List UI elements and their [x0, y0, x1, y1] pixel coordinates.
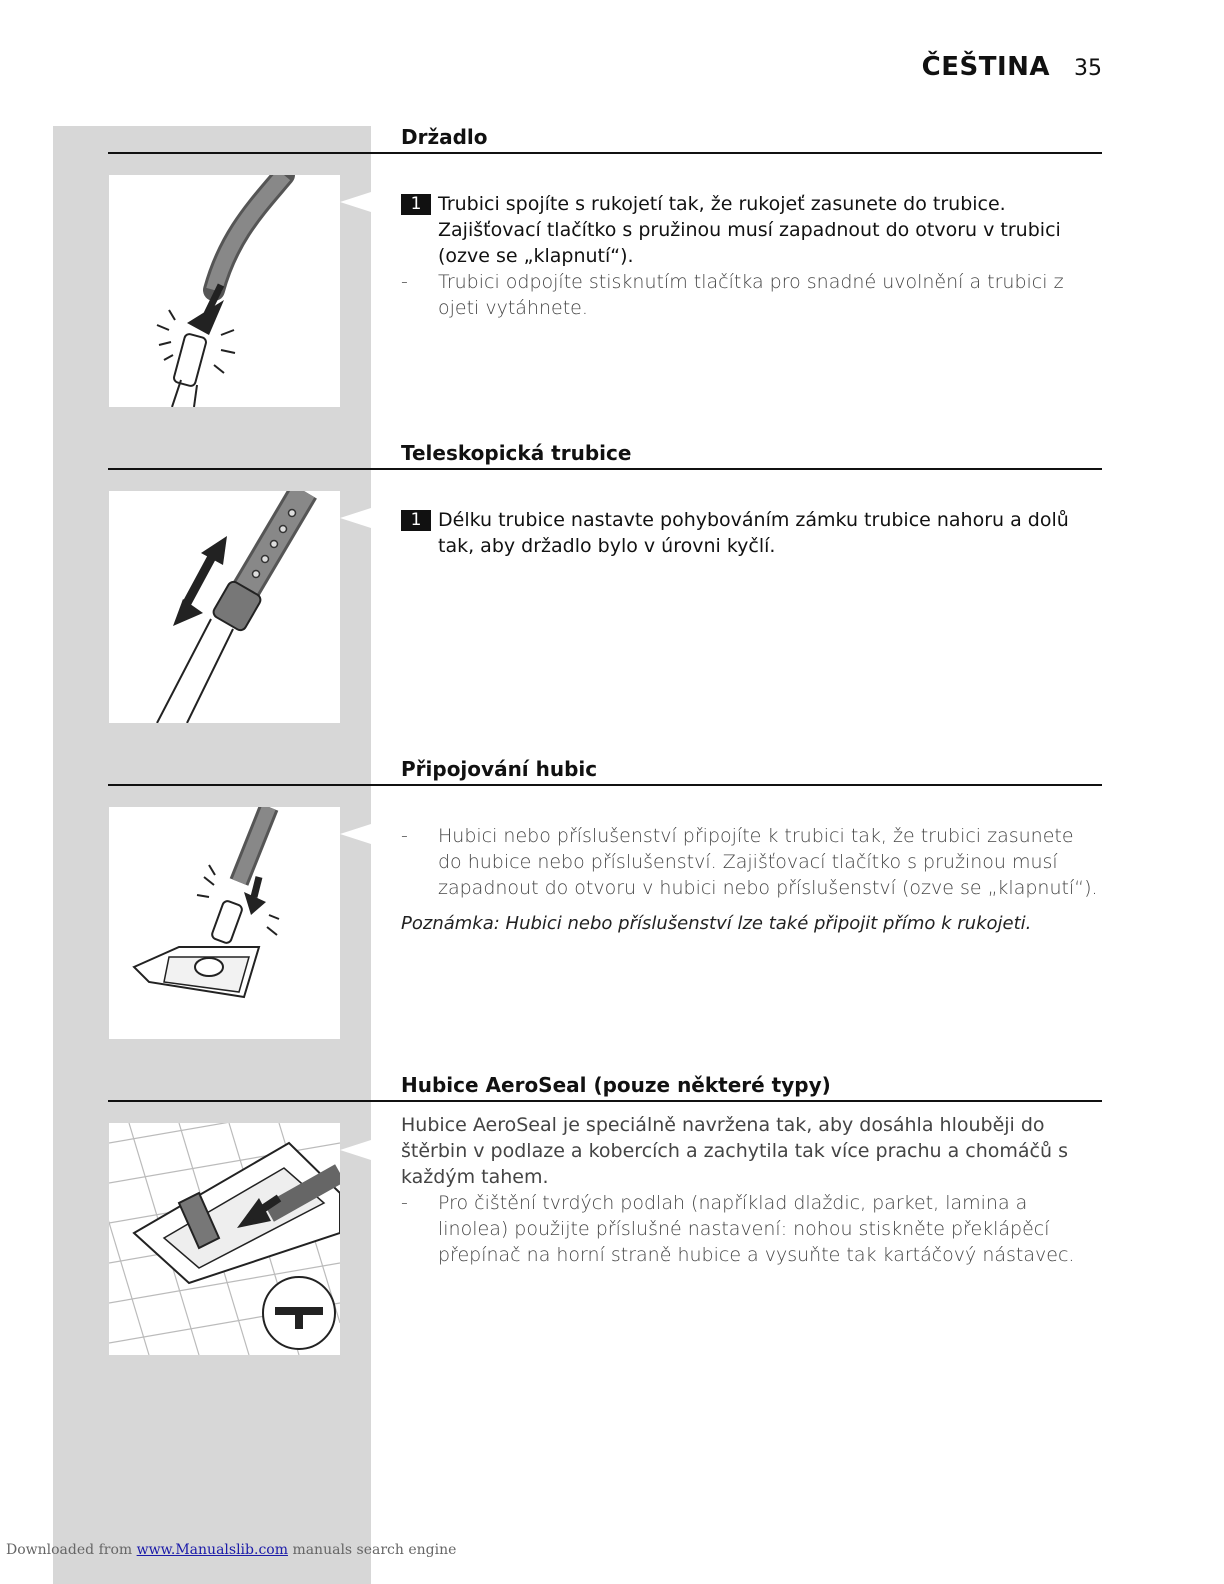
telescopic-instructions	[401, 507, 1101, 559]
section-title-telescopic-tube: Teleskopická trubice	[401, 441, 632, 465]
bullet-item: - Hubici nebo příslušenství připojíte k trubici tak, že trubici zasunete do hubice nebo příslušenství. Zajišťovací tlačítko s pružinou musí zapadnout do otvoru v hubici nebo příslušenství (ozve se „klapnutí“).	[401, 823, 1101, 901]
footer-prefix: Downloaded from	[6, 1542, 133, 1558]
telescopic-tube-icon	[109, 491, 340, 723]
section-title-aeroseal-nozzle: Hubice AeroSeal (pouze některé typy)	[401, 1073, 831, 1097]
illustration-pointer	[340, 824, 371, 844]
aeroseal-instructions	[401, 1112, 1101, 1268]
aeroseal-nozzle-icon	[109, 1123, 340, 1355]
footer-suffix: manuals search engine	[292, 1542, 457, 1558]
bullet-item: - Trubici odpojíte stisknutím tlačítka pro snadné uvolnění a trubici z ojeti vytáhnete.	[401, 269, 1101, 321]
nozzle-instructions	[401, 823, 1101, 937]
section-divider	[108, 1100, 1102, 1102]
step-number-badge: 1	[401, 510, 431, 531]
step-text: Trubici spojíte s rukojetí tak, že rukojeť zasunete do trubice. Zajišťovací tlačítko s pružinou musí zapadnout do otvoru v trubici (ozve se „klapnutí“).	[438, 193, 1061, 267]
section-divider	[108, 468, 1102, 470]
page-header	[922, 52, 1102, 82]
section-title-attaching-nozzles: Připojování hubic	[401, 757, 598, 781]
page-number: 35	[1074, 56, 1102, 81]
nozzle-attach-icon	[109, 807, 340, 1039]
download-footer	[6, 1542, 456, 1558]
handle-instructions	[401, 191, 1101, 321]
illustration-pointer	[340, 508, 371, 528]
step-number-badge: 1	[401, 194, 431, 215]
section-divider	[108, 152, 1102, 154]
paragraph-text: Hubice AeroSeal je speciálně navržena tak, aby dosáhla hlouběji do štěrbin v podlaze a kobercích a zachytila tak více prachu a chomáčů s každým tahem.	[401, 1114, 1068, 1188]
bullet-item: - Pro čištění tvrdých podlah (například dlaždic, parket, lamina a linolea) použijte příslušné nastavení: nohou stiskněte překlápěcí přepínač na horní straně hubice a vysuňte tak kartáčový nástavec.	[401, 1190, 1101, 1268]
note-text: Poznámka: Hubici nebo příslušenství lze také připojit přímo k rukojeti.	[401, 913, 1032, 934]
step-item	[401, 191, 1101, 269]
section-divider	[108, 784, 1102, 786]
handle-tube-click-icon	[109, 175, 340, 407]
illustration-pointer	[340, 192, 371, 212]
step-item	[401, 507, 1101, 559]
language-label: ČEŠTINA	[921, 52, 1050, 82]
manualslib-link[interactable]: www.Manualslib.com	[136, 1542, 288, 1558]
illustration-pointer	[340, 1140, 371, 1160]
step-text: Délku trubice nastavte pohybováním zámku trubice nahoru a dolů tak, aby držadlo bylo v úrovni kyčlí.	[438, 509, 1069, 557]
section-title-handle: Držadlo	[401, 125, 488, 149]
